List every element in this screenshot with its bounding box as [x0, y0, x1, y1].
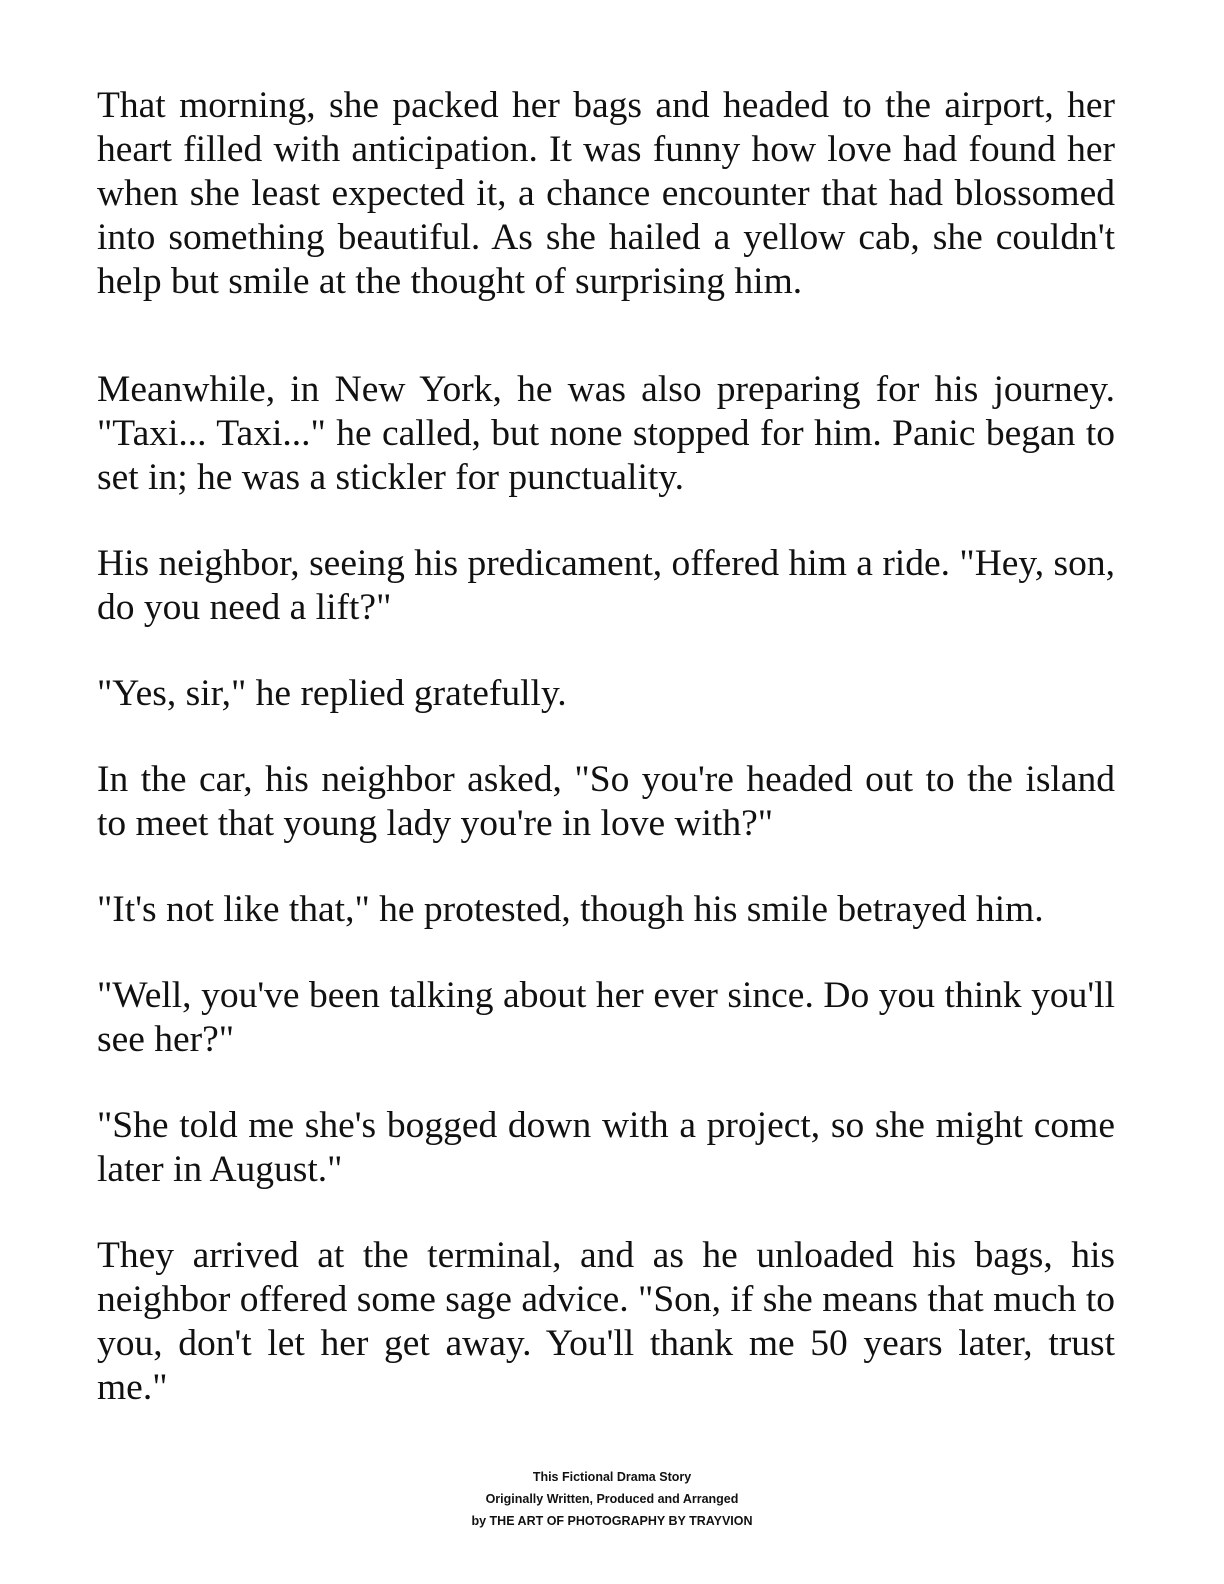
story-paragraph: His neighbor, seeing his predicament, offered him a ride. "Hey, son, do you need a lift?" — [97, 543, 1115, 628]
story-paragraph: That morning, she packed her bags and headed to the airport, her heart filled with anticipation. It was funny how love had found her when she least expected it, a chance encounter that had blossomed into something beautiful. As she hailed a yellow cab, she couldn't help but smile at the thought of surprising him. — [97, 85, 1115, 302]
credits-line-1: This Fictional Drama Story — [532, 1470, 692, 1484]
story-paragraph: In the car, his neighbor asked, "So you're headed out to the island to meet that young lady you're in love with?" — [97, 759, 1115, 844]
story-paragraph: "It's not like that," he protested, though his smile betrayed him. — [97, 889, 1044, 930]
credits-line-2: Originally Written, Produced and Arranged — [485, 1492, 739, 1506]
story-paragraph: Meanwhile, in New York, he was also preparing for his journey. "Taxi... Taxi..." he called, but none stopped for him. Panic began to set in; he was a stickler for punctuality. — [97, 369, 1115, 498]
story-paragraph: "Well, you've been talking about her ever since. Do you think you'll see her?" — [97, 975, 1115, 1060]
story-paragraph: "She told me she's bogged down with a project, so she might come later in August." — [97, 1105, 1115, 1190]
credits-footer — [0, 1466, 1224, 1532]
story-paragraph: "Yes, sir," he replied gratefully. — [97, 673, 567, 714]
story-paragraph: They arrived at the terminal, and as he unloaded his bags, his neighbor offered some sage advice. "Son, if she means that much to you, don't let her get away. You'll thank me 50 years later, trust me." — [97, 1235, 1115, 1408]
story-body — [97, 84, 1115, 1410]
credits-line-3: by THE ART OF PHOTOGRAPHY BY TRAYVION — [471, 1514, 753, 1528]
